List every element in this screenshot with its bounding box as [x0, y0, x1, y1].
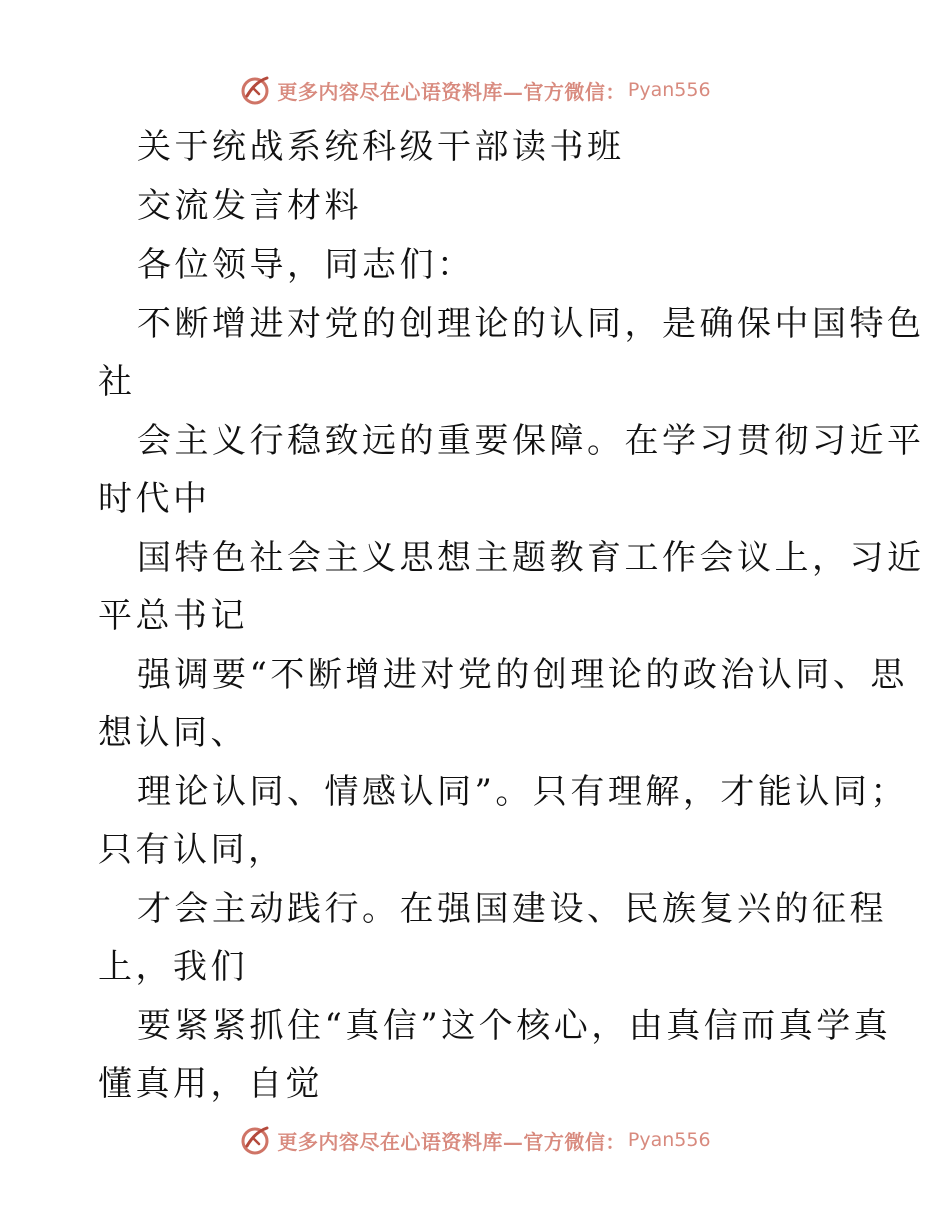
body-line: 理论认同、情感认同”。只有理解，才能认同； — [137, 772, 908, 812]
body-line: 平总书记 — [98, 596, 248, 636]
body-line: 国特色社会主义思想主题教育工作会议上，习近 — [137, 538, 925, 578]
watermark-text: 更多内容尽在心语资料库—官方微信： — [277, 79, 626, 104]
pen-swirl-logo-icon — [239, 74, 271, 106]
watermark-wechat-id: Pyan556 — [627, 79, 711, 101]
doc-title-line1: 关于统战系统科级干部读书班 — [137, 127, 625, 167]
body-line: 时代中 — [98, 479, 211, 519]
body-line: 不断增进对党的创理论的认同，是确保中国特色 — [137, 304, 925, 344]
pen-swirl-logo-icon — [239, 1124, 271, 1156]
body-line: 会主义行稳致远的重要保障。在学习贯彻习近平 — [137, 421, 925, 461]
watermark-text: 更多内容尽在心语资料库—官方微信： — [277, 1129, 626, 1154]
footer-watermark — [0, 1120, 950, 1160]
body-line: 上，我们 — [98, 947, 248, 987]
body-line: 想认同、 — [98, 713, 248, 753]
body-line: 只有认同， — [98, 830, 286, 870]
doc-salutation: 各位领导，同志们： — [137, 245, 475, 285]
watermark-wechat-id: Pyan556 — [627, 1129, 711, 1151]
header-watermark — [0, 70, 950, 110]
doc-title-line2: 交流发言材料 — [137, 186, 362, 226]
body-line: 懂真用，自觉 — [98, 1064, 323, 1104]
body-line: 强调要“不断增进对党的创理论的政治认同、思 — [137, 655, 908, 695]
body-line: 才会主动践行。在强国建设、民族复兴的征程 — [137, 889, 887, 929]
body-line: 要紧紧抓住“真信”这个核心，由真信而真学真 — [137, 1006, 892, 1046]
body-line: 社 — [98, 362, 136, 402]
